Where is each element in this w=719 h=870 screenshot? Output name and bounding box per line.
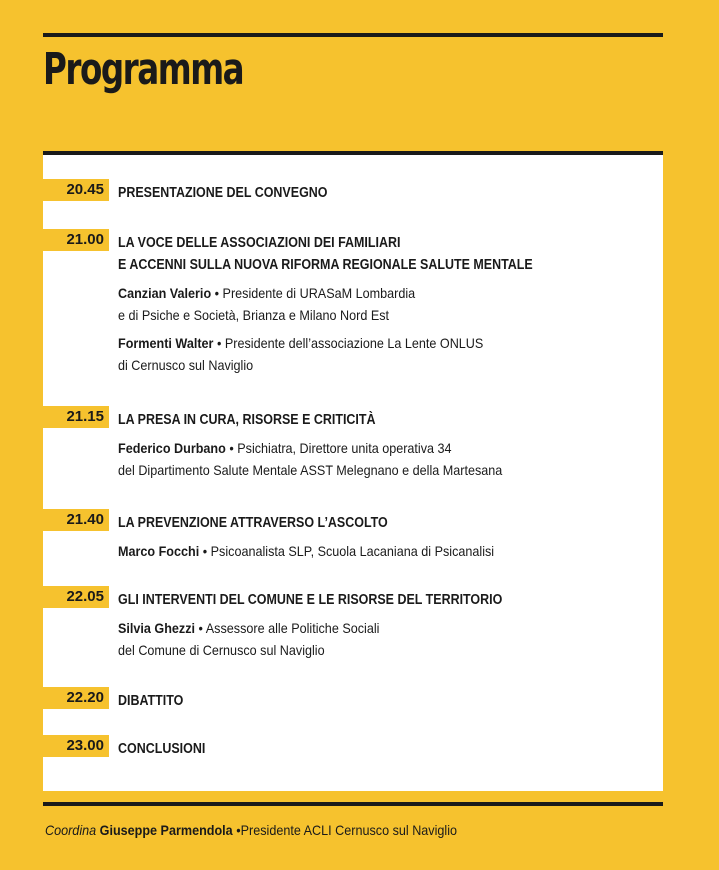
- speaker: Silvia Ghezzi • Assessore alle Politiche Sociali del Comune di Cernusco sul Naviglio: [118, 617, 595, 661]
- top-rule: [43, 33, 663, 37]
- footer-name: Giuseppe Parmendola: [99, 822, 233, 838]
- item-heading: GLI INTERVENTI DEL COMUNE E LE RISORSE DEL TERRITORIO: [118, 592, 503, 608]
- item-heading: LA VOCE DELLE ASSOCIAZIONI DEI FAMILIARI: [118, 235, 401, 251]
- speaker: Marco Focchi • Psicoanalista SLP, Scuola Lacaniana di Psicanalisi: [118, 543, 495, 559]
- footer-label: Coordina: [45, 822, 97, 838]
- speaker-role: Psicoanalista SLP, Scuola Lacaniana di Psicanalisi: [210, 543, 495, 559]
- item-time: 21.40: [43, 509, 109, 531]
- speaker-role: Presidente dell’associazione La Lente ONLUS: [224, 335, 484, 351]
- bottom-rule: [43, 802, 663, 806]
- item-heading: PRESENTAZIONE DEL CONVEGNO: [118, 185, 328, 201]
- speaker-name: Silvia Ghezzi: [118, 620, 196, 636]
- speaker-name: Federico Durbano: [118, 440, 226, 456]
- item-time: 20.45: [43, 179, 109, 201]
- speaker-role: del Dipartimento Salute Mentale ASST Melegnano e della Martesana: [118, 462, 503, 478]
- speaker: Federico Durbano • Psichiatra, Direttore unita operativa 34 del Dipartimento Salute Mentale ASST Melegnano e della Martesana: [118, 437, 595, 481]
- page-title: Programma: [43, 44, 244, 95]
- programme-card: [43, 151, 663, 791]
- speaker-name: Marco Focchi: [118, 543, 200, 559]
- speaker: Canzian Valerio • Presidente di URASaM Lombardia e di Psiche e Società, Brianza e Milano Nord Est: [118, 282, 595, 326]
- footer-moderator: Coordina Giuseppe Parmendola •Presidente ACLI Cernusco sul Naviglio: [45, 822, 458, 838]
- item-heading: CONCLUSIONI: [118, 741, 206, 757]
- item-time: 23.00: [43, 735, 109, 757]
- speaker-role: Assessore alle Politiche Sociali: [205, 620, 380, 636]
- speaker-role: del Comune di Cernusco sul Naviglio: [118, 642, 325, 658]
- item-time: 21.00: [43, 229, 109, 251]
- item-time: 22.05: [43, 586, 109, 608]
- item-heading: LA PRESA IN CURA, RISORSE E CRITICITÀ: [118, 412, 376, 428]
- speaker: Formenti Walter • Presidente dell’associazione La Lente ONLUS di Cernusco sul Naviglio: [118, 332, 595, 376]
- item-time: 21.15: [43, 406, 109, 428]
- item-heading: DIBATTITO: [118, 693, 184, 709]
- footer-role: Presidente ACLI Cernusco sul Naviglio: [240, 822, 458, 838]
- speaker-name: Formenti Walter: [118, 335, 214, 351]
- item-heading: LA PREVENZIONE ATTRAVERSO L’ASCOLTO: [118, 515, 388, 531]
- speaker-role: Psichiatra, Direttore unita operativa 34: [237, 440, 452, 456]
- item-time: 22.20: [43, 687, 109, 709]
- speaker-role: Presidente di URASaM Lombardia: [222, 285, 416, 301]
- item-heading: E ACCENNI SULLA NUOVA RIFORMA REGIONALE SALUTE MENTALE: [118, 257, 533, 273]
- speaker-role: di Cernusco sul Naviglio: [118, 357, 254, 373]
- speaker-role: e di Psiche e Società, Brianza e Milano Nord Est: [118, 307, 390, 323]
- speaker-name: Canzian Valerio: [118, 285, 212, 301]
